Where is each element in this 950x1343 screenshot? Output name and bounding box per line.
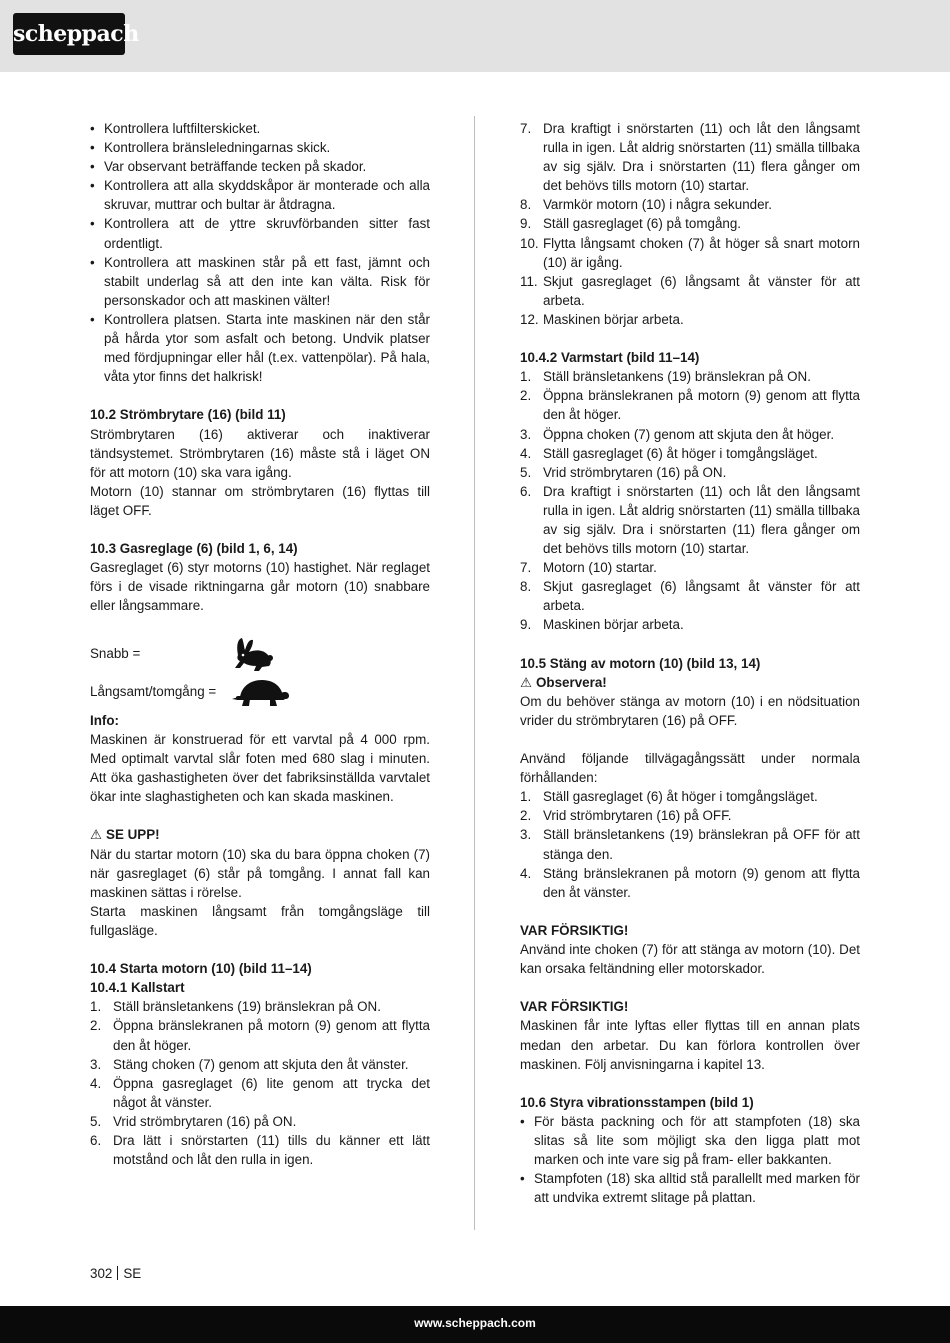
paragraph: Använd inte choken (7) för att stänga av motorn (10). Det kan orsaka feltändning eller motorskador. <box>520 942 860 977</box>
check-list <box>90 119 430 386</box>
list-item: 7. Motorn (10) startar. <box>520 560 657 576</box>
list-item: 7. Dra kraftigt i snörstarten (11) och låt den långsamt rulla in igen. Låt aldrig snörstarten (11) smälla tillbaka av sig själv. Dra i snörstarten (11) flera gånger om det behövs tills motorn (10) startar. <box>520 121 860 194</box>
list-item: 2. Öppna bränslekranen på motorn (9) genom att flytta den åt höger. <box>520 388 860 423</box>
paragraph: Strömbrytaren (16) aktiverar och inaktiverar tändsystemet. Strömbrytaren (16) måste stå i läget ON för att motorn (10) ska vara igång. <box>90 426 430 480</box>
fast-row <box>90 635 430 673</box>
list-item: 11. Skjut gasreglaget (6) långsamt åt vänster för att arbeta. <box>520 273 860 308</box>
subsection-heading: 10.4.2 Varmstart (bild 11–14) <box>520 350 700 366</box>
right-column <box>520 119 860 1207</box>
caution-heading: VAR FÖRSIKTIG! <box>520 999 629 1015</box>
list-item: 8. Varmkör motorn (10) i några sekunder. <box>520 197 772 213</box>
list-item: 5. Vrid strömbrytaren (16) på ON. <box>520 464 727 480</box>
cold-start-steps <box>90 997 430 1169</box>
list-item: • Kontrollera att maskinen står på ett fast, jämnt och stabilt underlag så att den inte kan välta. Risk för personskador och att maskinen välter! <box>90 253 430 310</box>
list-item: 1. Ställ bränsletankens (19) bränslekran på ON. <box>520 369 811 385</box>
paragraph: Gasreglaget (6) styr motorns (10) hastighet. När reglaget förs i de visade riktningarna går motorn (10) snabbare eller långsammare. <box>90 560 430 614</box>
warning-icon: ⚠ <box>90 827 103 843</box>
list-item: 6. Dra lätt i snörstarten (11) tills du känner ett lätt motstånd och låt den rulla in igen. <box>90 1132 430 1168</box>
list-item: 5. Vrid strömbrytaren (16) på ON. <box>90 1113 297 1129</box>
list-item: • Kontrollera luftfilterskicket. <box>90 119 430 138</box>
list-item: 1. Ställ bränsletankens (19) bränslekran på ON. <box>90 999 381 1015</box>
list-item: 4. Öppna gasreglaget (6) lite genom att trycka det något åt vänster. <box>90 1075 430 1110</box>
fast-label: Snabb = <box>90 645 141 661</box>
list-item: 8. Skjut gasreglaget (6) långsamt åt vänster för att arbeta. <box>520 579 860 614</box>
section-heading: 10.2 Strömbrytare (16) (bild 11) <box>90 407 286 423</box>
list-item: • Kontrollera platsen. Starta inte maskinen när den står på hårda ytor som asfalt och betong. Undvik platser med fördjupningar eller hål (t.ex. vattenpölar). På hala, våta ytor finns det halkrisk! <box>90 310 430 386</box>
list-item: • Kontrollera att de yttre skruvförbanden sitter fast ordentligt. <box>90 214 430 252</box>
info-heading: Info: <box>90 712 119 728</box>
list-item: • Kontrollera att alla skyddskåpor är monterade och alla skruvar, muttrar och bultar är åtdragna. <box>90 176 430 214</box>
paragraph: Om du behöver stänga av motorn (10) i en nödsituation vrider du strömbrytaren (16) på OFF. <box>520 693 860 728</box>
left-column <box>90 119 430 1169</box>
column-divider <box>474 116 475 1230</box>
section-heading: 10.3 Gasreglage (6) (bild 1, 6, 14) <box>90 541 298 557</box>
list-item: • Kontrollera bränsleledningarnas skick. <box>90 138 430 157</box>
section-heading: 10.4 Starta motorn (10) (bild 11–14) <box>90 961 312 977</box>
header-band <box>0 0 950 72</box>
website-link[interactable]: www.scheppach.com <box>414 1316 536 1330</box>
list-item: • För bästa packning och för att stampfoten (18) ska slitas så lite som möjligt ska den ligga platt mot marken och inte vare sig på fram- eller bakkanten. <box>520 1112 860 1169</box>
slow-row <box>90 673 430 711</box>
list-item: 4. Stäng bränslekranen på motorn (9) genom att flytta den åt vänster. <box>520 865 860 900</box>
page-number: 302 SE <box>90 1266 142 1281</box>
list-item: • Var observant beträffande tecken på skador. <box>90 157 430 176</box>
warm-start-steps <box>520 367 860 634</box>
caution-heading: VAR FÖRSIKTIG! <box>520 922 629 938</box>
list-item: 9. Ställ gasreglaget (6) på tomgång. <box>520 216 742 232</box>
section-heading: 10.5 Stäng av motorn (10) (bild 13, 14) <box>520 655 761 671</box>
list-item: 2. Vrid strömbrytaren (16) på OFF. <box>520 808 732 824</box>
paragraph: När du startar motorn (10) ska du bara öppna choken (7) när gasreglaget (6) står på tomgång. I annat fall kan maskinen sättas i rörelse. <box>90 846 430 900</box>
warning-heading: ⚠ Observera! <box>520 673 860 692</box>
list-item: 1. Ställ gasreglaget (6) åt höger i tomgångsläget. <box>520 789 818 805</box>
paragraph: Maskinen får inte lyftas eller flyttas till en annan plats medan den arbetar. Du kan förlora kontrollen över maskinen. Följ anvisningarna i kapitel 13. <box>520 1018 860 1072</box>
warning-icon: ⚠ <box>520 674 533 690</box>
paragraph: Starta maskinen långsamt från tomgångsläge till fullgasläge. <box>90 903 430 938</box>
list-item: 4. Ställ gasreglaget (6) åt höger i tomgångsläget. <box>520 445 818 461</box>
turtle-icon <box>232 677 290 709</box>
footer-band <box>0 1306 950 1343</box>
list-item: 3. Öppna choken (7) genom att skjuta den åt höger. <box>520 426 835 442</box>
paragraph: Motorn (10) stannar om strömbrytaren (16) flyttas till läget OFF. <box>90 483 430 518</box>
caution-heading: ⚠ SE UPP! <box>90 825 430 844</box>
info-text: Maskinen är konstruerad för ett varvtal på 4 000 rpm. Med optimalt varvtal slår foten med 680 slag i minuten. Att öka gashastigheten över det fabriksinställda varvtalet ökar inte slaghastigheten och kan skada maskinen. <box>90 732 430 805</box>
list-item: 3. Ställ bränsletankens (19) bränslekran på OFF för att stänga den. <box>520 827 860 862</box>
list-item: • Stampfoten (18) ska alltid stå parallellt med marken för att undvika extremt slitage på plattan. <box>520 1169 860 1207</box>
cold-start-steps-cont <box>520 119 860 329</box>
list-item: 6. Dra kraftigt i snörstarten (11) och låt den långsamt rulla in igen. Låt aldrig snörstarten (11) smälla tillbaka av sig själv. Dra i snörstarten (11) flera gånger om det behövs tills motorn (10) startar. <box>520 483 860 557</box>
slow-label: Långsamt/tomgång = <box>90 683 217 699</box>
paragraph: Använd följande tillvägagångssätt under normala förhållanden: <box>520 751 860 786</box>
control-list <box>520 1112 860 1207</box>
stop-steps <box>520 787 860 902</box>
list-item: 10. Flytta långsamt choken (7) åt höger så snart motorn (10) är igång. <box>520 235 860 270</box>
list-item: 12. Maskinen börjar arbeta. <box>520 311 684 327</box>
brand-logo: scheppach <box>13 13 125 55</box>
subsection-heading: 10.4.1 Kallstart <box>90 980 185 996</box>
list-item: 3. Stäng choken (7) genom att skjuta den åt vänster. <box>90 1056 409 1072</box>
rabbit-icon <box>232 635 276 673</box>
section-heading: 10.6 Styra vibrationsstampen (bild 1) <box>520 1094 754 1110</box>
list-item: 9. Maskinen börjar arbeta. <box>520 617 684 633</box>
list-item: 2. Öppna bränslekranen på motorn (9) genom att flytta den åt höger. <box>90 1018 430 1053</box>
